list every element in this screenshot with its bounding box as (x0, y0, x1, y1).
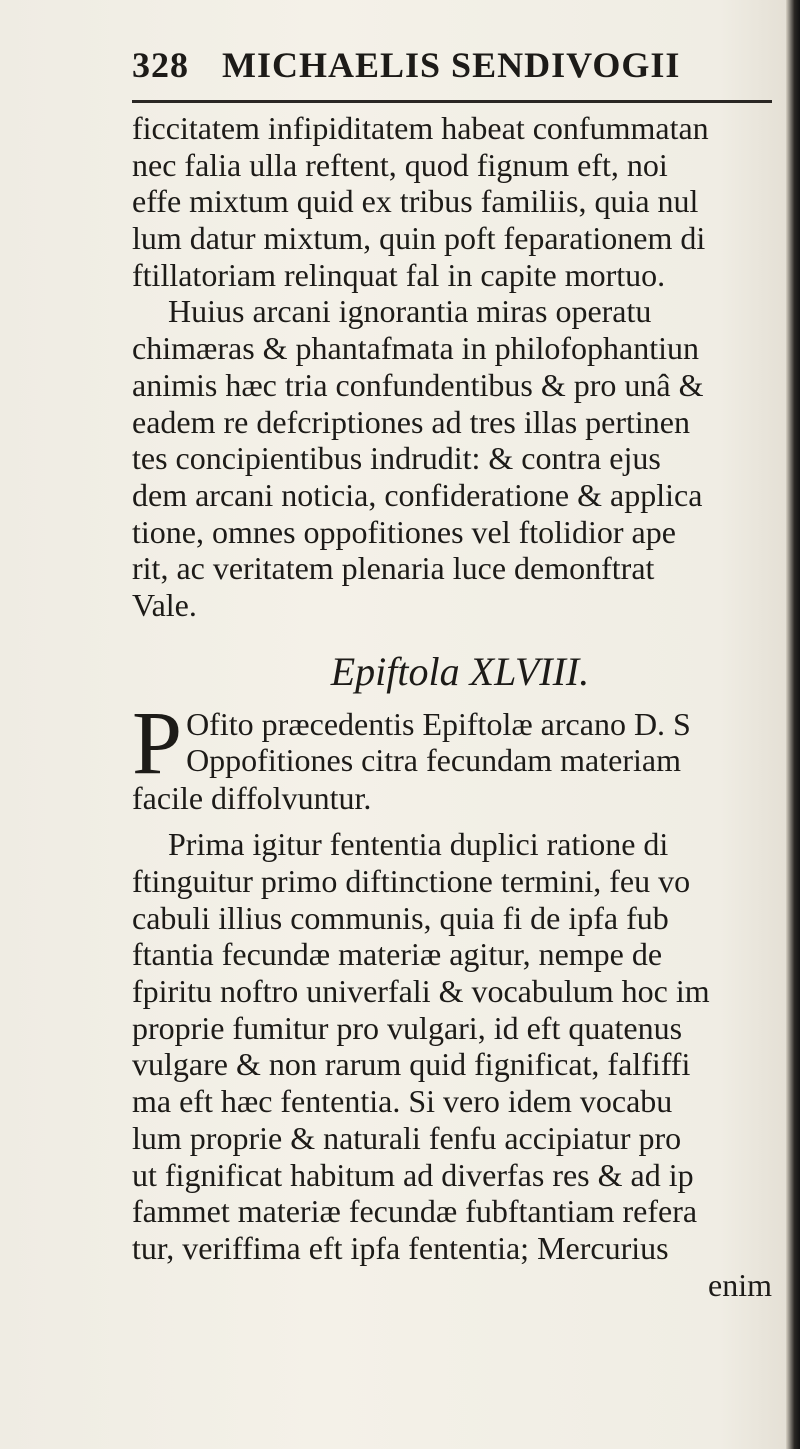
text-line: tes concipientibus indrudit: & contra ejus (132, 440, 661, 477)
header-rule (132, 100, 772, 103)
text-line: eadem re defcriptiones ad tres illas pertinen (132, 403, 690, 440)
drop-cap: P (132, 693, 183, 793)
epistle-heading: Epiftola XLVIII. (330, 648, 590, 694)
body-text (132, 110, 780, 1303)
text-line: facile diffolvuntur. (132, 779, 372, 816)
text-line: rit, ac veritatem plenaria luce demonftrat (132, 550, 655, 587)
text-line: fpiritu noftro univerfali & vocabulum hoc im (132, 973, 710, 1010)
catchword: enim (708, 1266, 772, 1303)
text-line: ftinguitur primo diftinctione termini, feu vo (132, 863, 691, 899)
text-line: dem arcani noticia, confideratione & applica (132, 476, 703, 513)
page-edge-shadow (786, 0, 800, 1449)
text-line: animis hæc tria confundentibus & pro unâ & (132, 366, 704, 403)
text-line: lum datur mixtum, quin poft feparationem di (132, 220, 706, 257)
text-line: effe mixtum quid ex tribus familiis, quia nul (132, 183, 699, 220)
text-line: ut fignificat habitum ad diverfas res & ad ip (132, 1156, 694, 1193)
text-line: vulgare & non rarum quid fignificat, falfiffi (132, 1046, 691, 1083)
text-line: tione, omnes oppofitiones vel ftolidior ape (132, 513, 676, 550)
text-line: cabuli illius communis, quia fi de ipfa fub (132, 899, 669, 936)
paragraph-1 (132, 110, 780, 293)
paragraph-4 (132, 826, 780, 1303)
text-line: Vale. (132, 586, 197, 623)
spacer (132, 698, 780, 706)
running-title: MICHAELIS SENDIVOGII (222, 45, 681, 85)
text-line: Oppofitiones citra fecundam materiam (186, 742, 681, 779)
paragraph-3 (132, 693, 780, 817)
page-header (132, 44, 692, 96)
text-line: lum proprie & naturali fenfu accipiatur pro (132, 1119, 682, 1156)
text-line: tur, veriffima eft ipfa fententia; Mercurius (132, 1229, 669, 1266)
spacer (132, 624, 780, 646)
text-line: ftillatoriam relinquat fal in capite mortuo. (132, 256, 666, 293)
spacer (132, 816, 780, 826)
text-line: nec falia ulla reftent, quod fignum eft, noi (132, 146, 668, 183)
text-line: ma eft hæc fententia. Si vero idem vocabu (132, 1083, 673, 1120)
text-line: Ofito præcedentis Epiftolæ arcano D. S (186, 705, 691, 742)
text-line: fammet materiæ fecundæ fubftantiam refera (132, 1193, 698, 1230)
text-line: proprie fumitur pro vulgari, id eft quatenus (132, 1009, 683, 1046)
text-line: ftantia fecundæ materiæ agitur, nempe de (132, 936, 663, 973)
text-line: chimæras & phantafmata in philofophantiun (132, 330, 699, 367)
text-line: ficcitatem infipiditatem habeat confummatan (132, 110, 709, 146)
text-line: Prima igitur fententia duplici ratione di (168, 826, 669, 863)
text-line: Huius arcani ignorantia miras operatu (168, 293, 652, 330)
paragraph-2 (132, 293, 780, 623)
page-number: 328 (132, 45, 189, 85)
